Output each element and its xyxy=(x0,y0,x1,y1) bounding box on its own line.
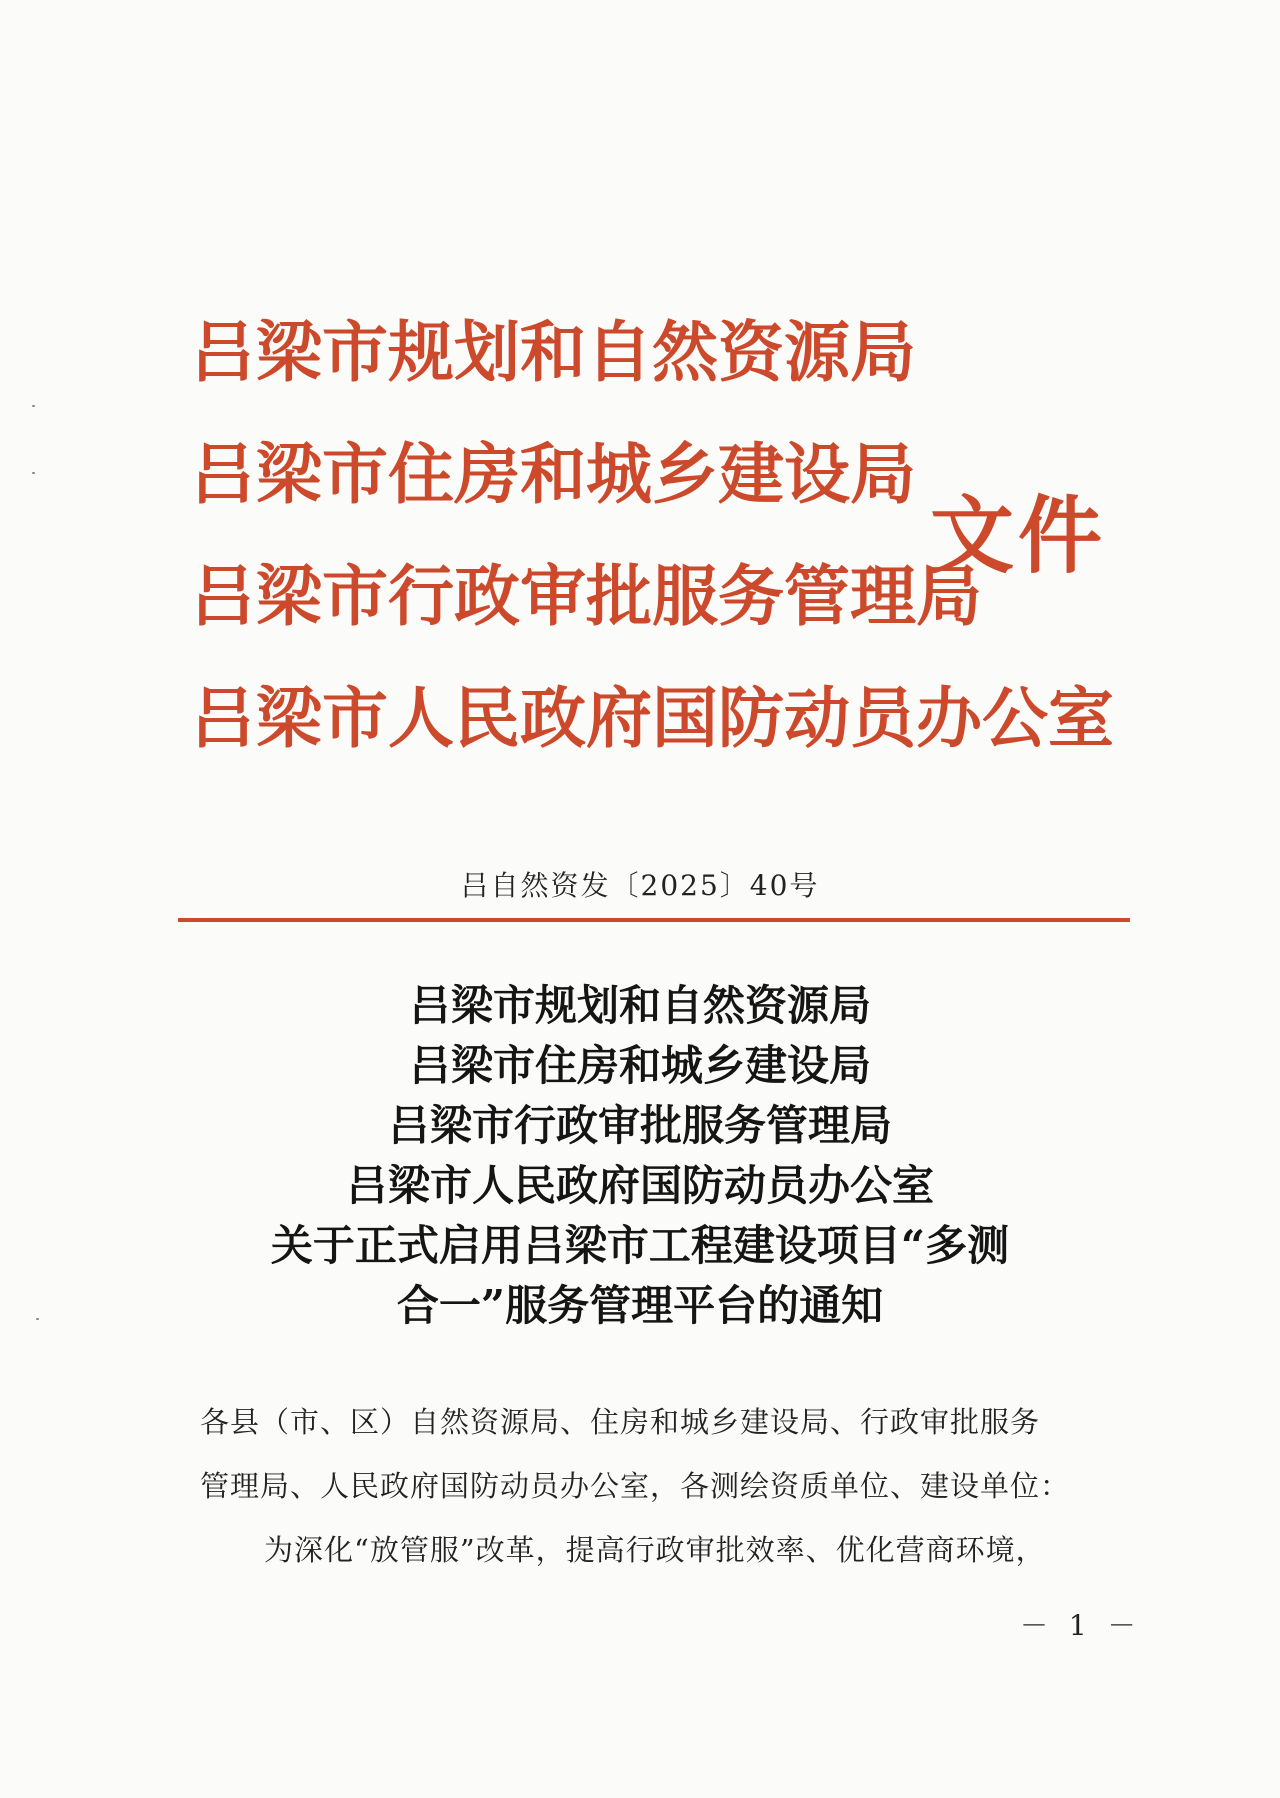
recipients-line: 各县（市、区）自然资源局、住房和城乡建设局、行政审批服务 xyxy=(200,1405,1041,1439)
body-paragraph: 为深化“放管服”改革，提高行政审批效率、优化营商环境， xyxy=(264,1533,1046,1567)
document-type-label: 文件 xyxy=(930,486,1107,585)
issuing-agency: 吕梁市住房和城乡建设局 xyxy=(190,435,916,513)
page-number: － 1 － xyxy=(1020,1609,1142,1642)
title-line: 合一”服务管理平台的通知 xyxy=(396,1281,884,1330)
issuing-agency: 吕梁市人民政府国防动员办公室 xyxy=(190,679,1114,757)
document-title xyxy=(0,976,1280,1336)
title-line: 吕梁市行政审批服务管理局 xyxy=(387,1101,892,1150)
recipients-line: 管理局、人民政府国防动员办公室，各测绘资质单位、建设单位： xyxy=(200,1469,1071,1503)
issuing-agency: 吕梁市规划和自然资源局 xyxy=(190,313,916,391)
red-divider-line xyxy=(178,918,1130,922)
scan-speck xyxy=(32,472,35,474)
title-line: 吕梁市人民政府国防动员办公室 xyxy=(345,1161,934,1210)
issuing-authority-header xyxy=(190,313,1130,788)
scan-speck xyxy=(32,405,35,407)
issuing-agency: 吕梁市行政审批服务管理局 xyxy=(190,557,982,635)
title-line: 吕梁市规划和自然资源局 xyxy=(408,981,871,1030)
title-line: 关于正式启用吕梁市工程建设项目“多测 xyxy=(270,1221,1010,1270)
title-line: 吕梁市住房和城乡建设局 xyxy=(408,1041,871,1090)
document-body xyxy=(200,1390,1120,1582)
document-number: 吕自然资发〔2025〕40号 xyxy=(460,869,820,902)
